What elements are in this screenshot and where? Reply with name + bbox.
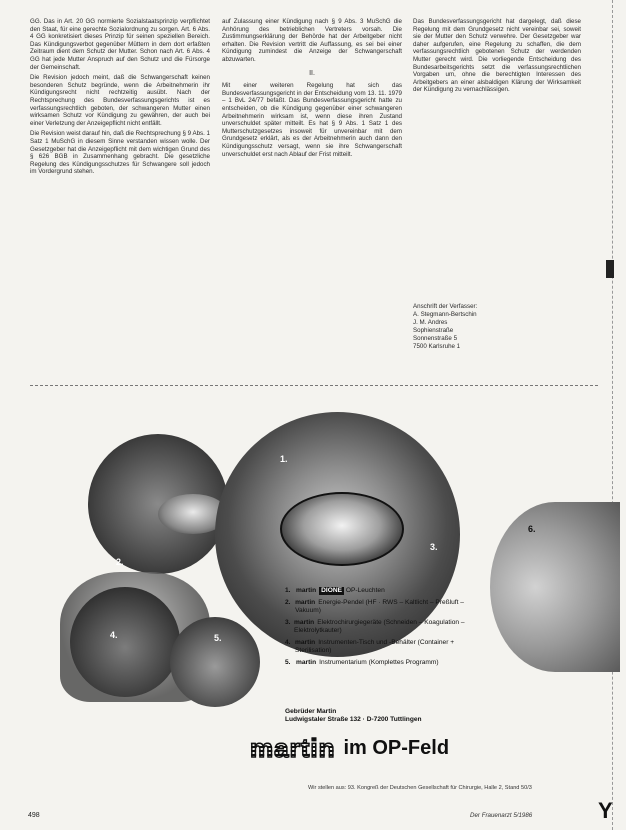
text-column-1 bbox=[30, 18, 210, 179]
product-item bbox=[285, 587, 475, 595]
paragraph: Das Bundesverfassungsgericht hat dargelegt, daß diese Regelung mit dem Grundgesetz nicht vereinbar sei, soweit sie der Mutter den Schutz verwehre. Der Gesetzgeber war daher aufgerufen, eine Regelung zu schaffen, die dem verfassungsrechtlich gebotenen Schutz der werdenden Mutter gerecht wird. Die vorliegende Entscheidung des Bundesarbeitsgerichts setzt die verfassungsrechtlichen Vorgaben um, ohne die berechtigten Interessen des Arbeitgebers an einer alsbaldigen Klärung der Wirksamkeit der Kündigung zu vernachlässigen. bbox=[413, 18, 581, 94]
item-text: Elektrochirurgiegeräte (Schneiden – Koagulation – Elektrolytkauter) bbox=[294, 619, 465, 634]
logo-wordmark: martin bbox=[250, 732, 336, 763]
exhibition-note: Wir stellen aus: 93. Kongreß der Deutschen Gesellschaft für Chirurgie, Halle 2, Stand 50/3 bbox=[308, 785, 532, 791]
author-line: A. Stegmann-Bertschin bbox=[413, 311, 477, 318]
item-text: Energie-Pendel (HF · RWS – Kaltlicht – Preßluft – Vakuum) bbox=[295, 599, 464, 614]
company-address bbox=[285, 708, 455, 724]
photo-number: 4. bbox=[110, 630, 118, 640]
photo-circle-4 bbox=[70, 587, 180, 697]
ad-slogan: im OP-Feld bbox=[343, 736, 450, 759]
author-line: Sophienstraße bbox=[413, 327, 454, 334]
brand-name: martin bbox=[294, 619, 315, 626]
margin-marker bbox=[606, 260, 614, 278]
paragraph: auf Zulassung einer Kündigung nach § 9 Abs. 3 MuSchG die Anhörung des betrieblichen Vertreters vorsah. Die Zustimmungserklärung der Behörde hat der Arbeitgeber nicht erhalten. Die Revision vertritt die Auffassung, es sei bei einer Kündigung zumindest die Anzeige der Schwangerschaft abzuwarten. bbox=[222, 18, 402, 63]
paragraph: Mit einer weiteren Regelung hat sich das Bundesverfassungsgericht in der Entscheidung vom 13. 11. 1979 – 1 BvL 24/77 befaßt. Das Bundesverfassungsgericht hatte zu entscheiden, ob die Kündigung gegenüber einer schwangeren Arbeitnehmerin wirksam ist, wenn diese ihren Zustand unverschuldet später mitteilt. Es hat § 9 Abs. 1 Satz 1 des Mutterschutzgesetzes insoweit für unvereinbar mit dem Grundgesetz erklärt, als es der Arbeitnehmerin auch dann den Kündigungsschutz versagt, wenn sie ihre Schwangerschaft unverschuldet erst nach Ablauf der Frist mitteilt. bbox=[222, 82, 402, 158]
item-number: 4. bbox=[285, 639, 291, 646]
photo-number: 3. bbox=[430, 542, 438, 552]
photo-circle-6 bbox=[490, 502, 620, 672]
product-badge: DIONE bbox=[321, 587, 343, 594]
photo-circle-2 bbox=[88, 434, 228, 574]
item-number: 2. bbox=[285, 599, 291, 606]
section-heading: II. bbox=[309, 69, 315, 77]
advertisement bbox=[50, 412, 610, 812]
company-street: Ludwigstaler Straße 132 · D-7200 Tuttlingen bbox=[285, 716, 422, 723]
paragraph: GG. Das in Art. 20 GG normierte Sozialstaatsprinzip verpflichtet den Staat, für eine gerechte Sozialordnung zu sorgen. Art. 6 Abs. 4 GG konkretisiert dieses Prinzip für seinen speziellen Bereich. Das Kündigungsverbot gegenüber Müttern in dem dort erfaßten Zeitraum dient dem Schutz der Mutter. Schon nach Art. 6 Abs. 4 GG hat jede Mutter Anspruch auf den Schutz und die Fürsorge der Gemeinschaft. bbox=[30, 18, 210, 71]
text-column-3 bbox=[413, 18, 581, 97]
text-column-2 bbox=[222, 18, 402, 161]
author-label: Anschrift der Verfasser: bbox=[413, 303, 478, 310]
item-number: 5. bbox=[285, 659, 291, 666]
author-address bbox=[413, 303, 533, 351]
product-item bbox=[285, 599, 475, 615]
operating-lamp-photo bbox=[280, 492, 404, 566]
item-text: Instrumenten-Tisch und -Behälter (Container + Sterilisation) bbox=[295, 639, 455, 654]
author-line: Sonnenstraße 5 bbox=[413, 335, 458, 342]
photo-number: 2. bbox=[116, 557, 124, 567]
photo-number: 1. bbox=[280, 454, 288, 464]
page-edge bbox=[612, 0, 617, 830]
paragraph: Die Revision weist darauf hin, daß die Rechtsprechung § 9 Abs. 1 Satz 1 MuSchG in diesem Sinne verstanden wissen wolle. Der Gesetzgeber hat die Anzeigepflicht mit dem wichtigen Grund des § 626 BGB in Zusammenhang gebracht. Die gesetzliche Regelung des Kündigungsschutzes für Schwangere soll jedoch im Vordergrund stehen. bbox=[30, 130, 210, 176]
paragraph: Die Revision jedoch meint, daß die Schwangerschaft keinen besonderen Schutz begründe, wenn die Arbeitnehmerin ihr Kündigungsrecht nicht rechtzeitig ausübt. Nach der Rechtsprechung des Bundesverfassungsgerichts ist es verfassungsrechtlich geboten, der schwangeren Mutter einen wirksamen Schutz vor Kündigung zu gewähren, der auch bei einer Verletzung der Anzeigepflicht nicht entfällt. bbox=[30, 74, 210, 127]
item-number: 1. bbox=[285, 587, 291, 594]
product-item bbox=[285, 619, 475, 635]
photo-number: 5. bbox=[214, 633, 222, 643]
product-item bbox=[285, 639, 475, 655]
company-name: Gebrüder Martin bbox=[285, 708, 337, 715]
brand-name: martin bbox=[295, 639, 316, 646]
product-item bbox=[285, 659, 475, 667]
author-line: J. M. Andres bbox=[413, 319, 448, 326]
photo-number: 6. bbox=[528, 524, 536, 534]
corner-mark: Y bbox=[598, 798, 613, 823]
brand-name: martin bbox=[295, 599, 316, 606]
item-number: 3. bbox=[285, 619, 291, 626]
item-text: OP-Leuchten bbox=[345, 587, 385, 594]
product-list bbox=[285, 587, 475, 671]
brand-name: martin bbox=[296, 659, 317, 666]
journal-name: Der Frauenarzt 5/1986 bbox=[470, 812, 533, 819]
brand-name: martin bbox=[296, 587, 317, 594]
item-text: Instrumentarium (Komplettes Programm) bbox=[319, 659, 439, 666]
brand-logo bbox=[250, 734, 449, 762]
divider bbox=[30, 385, 598, 386]
author-line: 7500 Karlsruhe 1 bbox=[413, 343, 461, 350]
photo-circle-5 bbox=[170, 617, 260, 707]
page-number: 498 bbox=[28, 812, 40, 819]
